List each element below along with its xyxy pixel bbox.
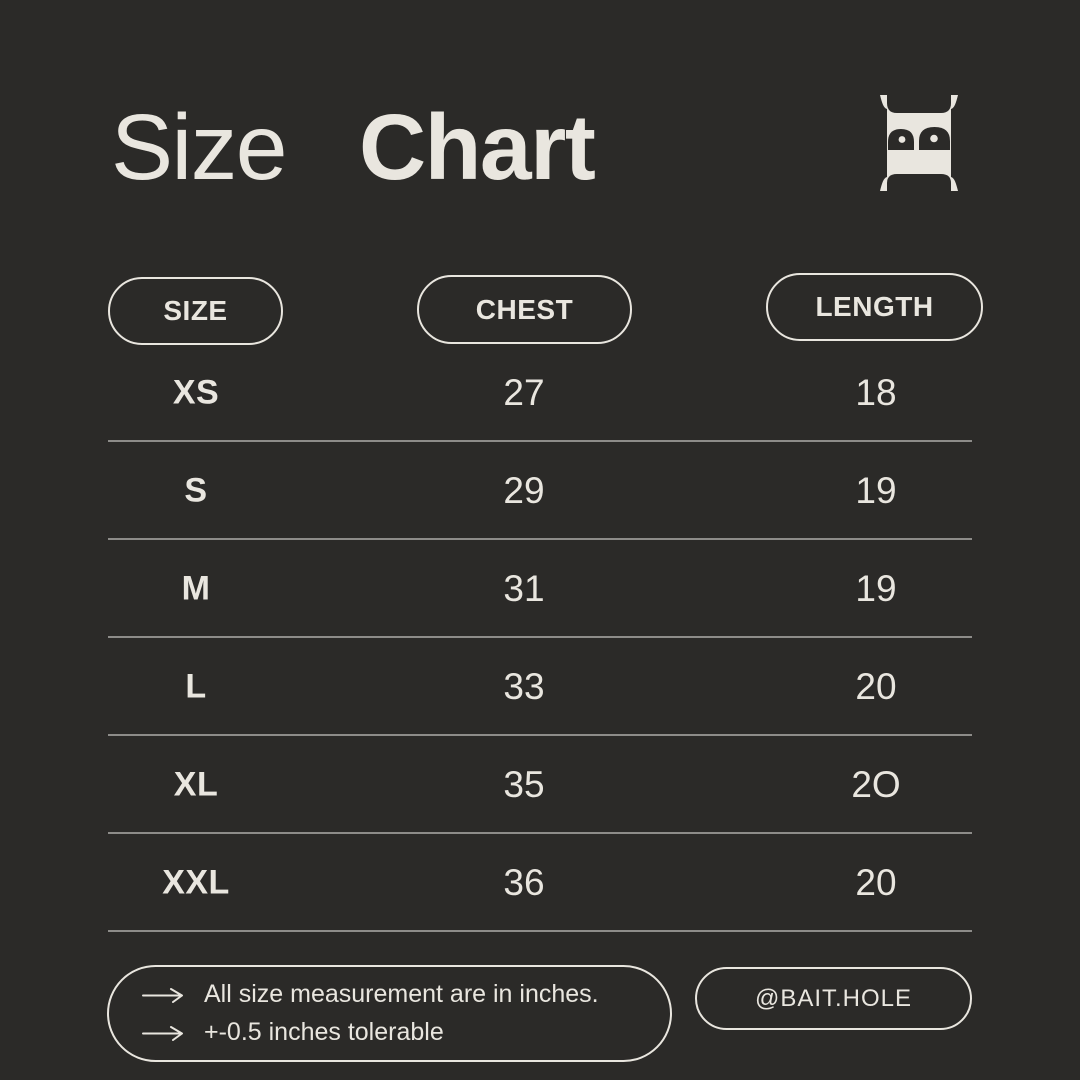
column-header-chest-label: CHEST bbox=[475, 293, 574, 325]
measurement-notes-box bbox=[107, 965, 672, 1062]
page-title-regular: Size bbox=[111, 95, 286, 199]
social-handle-text: @BAIT.HOLE bbox=[754, 984, 913, 1012]
row-length-value: 19 bbox=[855, 568, 897, 609]
table-row bbox=[0, 736, 1080, 834]
row-size-label: M bbox=[181, 569, 211, 608]
row-size-label: XS bbox=[172, 373, 220, 412]
row-chest-value: 33 bbox=[503, 666, 545, 707]
table-row bbox=[0, 638, 1080, 736]
row-chest-value: 29 bbox=[503, 470, 545, 511]
row-size-label: XXL bbox=[162, 863, 230, 902]
note-row-tolerance bbox=[142, 1018, 670, 1047]
row-length-value: 2O bbox=[851, 764, 901, 805]
row-chest-value: 31 bbox=[503, 568, 545, 609]
row-chest-value: 27 bbox=[503, 372, 545, 413]
row-chest-value: 35 bbox=[503, 764, 545, 805]
note-units-text: All size measurement are in inches. bbox=[204, 980, 599, 1008]
row-length-value: 18 bbox=[855, 372, 897, 413]
row-size-label: L bbox=[185, 667, 207, 706]
column-header-length-label: LENGTH bbox=[815, 291, 934, 322]
column-header-chest bbox=[417, 275, 632, 344]
row-chest-value: 36 bbox=[503, 862, 545, 903]
page-title bbox=[111, 95, 595, 199]
row-size-label: S bbox=[184, 471, 208, 510]
peeking-eyes-icon bbox=[880, 95, 958, 191]
social-handle-pill bbox=[695, 967, 972, 1030]
column-header-length bbox=[766, 273, 983, 341]
page-title-bold: Chart bbox=[358, 95, 595, 199]
row-length-value: 20 bbox=[855, 862, 897, 903]
column-header-size-label: SIZE bbox=[163, 295, 228, 326]
row-size-label: XL bbox=[173, 765, 219, 804]
brand-logo bbox=[880, 95, 958, 191]
column-header-size bbox=[108, 277, 283, 345]
size-table bbox=[0, 344, 1080, 932]
arrow-right-icon bbox=[142, 987, 184, 1003]
table-row bbox=[0, 344, 1080, 442]
note-row-units bbox=[142, 980, 670, 1009]
note-tolerance-text: +-0.5 inches tolerable bbox=[204, 1018, 444, 1046]
row-length-value: 19 bbox=[855, 470, 897, 511]
table-row bbox=[0, 834, 1080, 932]
page-title-space bbox=[310, 95, 334, 199]
table-row bbox=[0, 442, 1080, 540]
table-row bbox=[0, 540, 1080, 638]
arrow-right-icon bbox=[142, 1025, 184, 1041]
row-length-value: 20 bbox=[855, 666, 897, 707]
